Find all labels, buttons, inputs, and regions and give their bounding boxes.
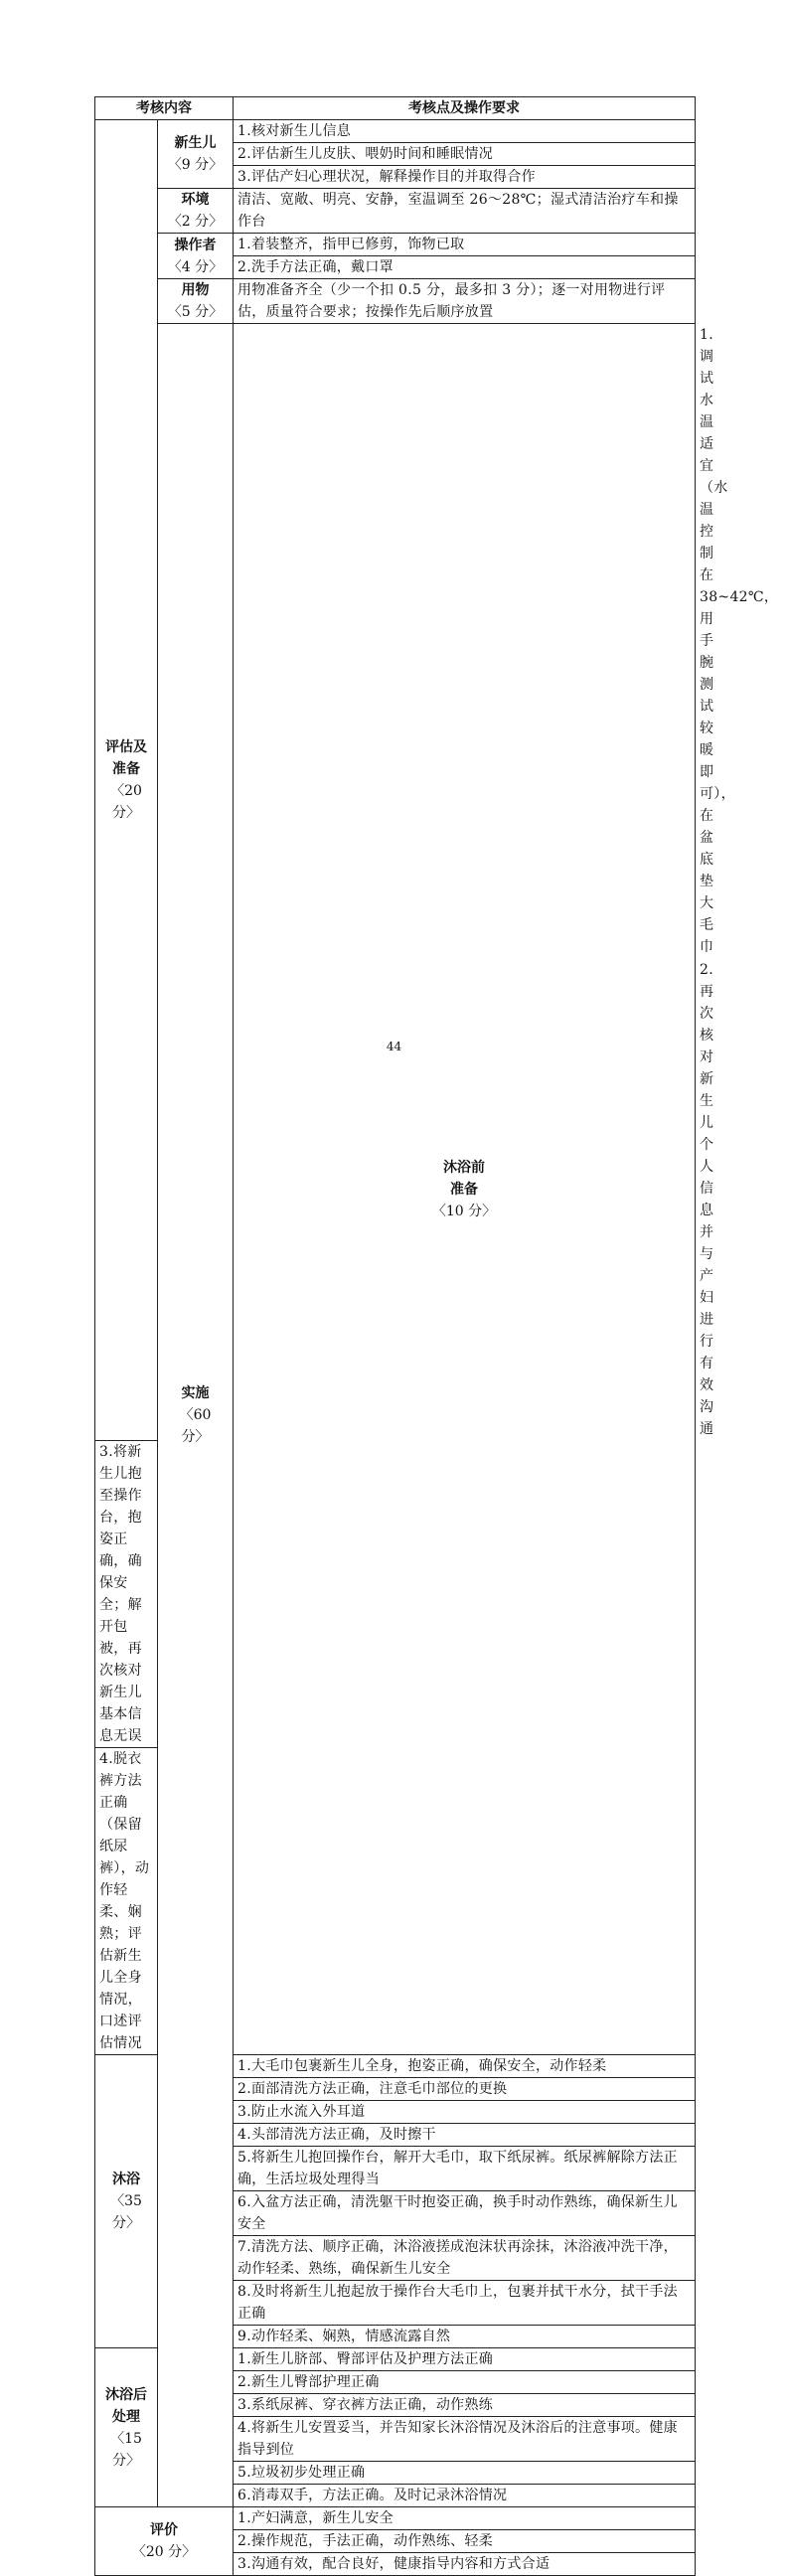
table-row [95,120,696,143]
list-item: 3.沟通有效，配合良好，健康指导内容和方式合适 [234,2553,696,2576]
list-item: 1.产妇满意，新生儿安全 [234,2507,696,2530]
sub-newborn: 新生儿 〈9 分〉 [158,120,234,189]
list-item: 2.评估新生儿皮肤、喂奶时间和睡眠情况 [234,143,696,166]
table-row [95,2507,696,2530]
list-item: 7.清洗方法、顺序正确，沐浴液搓成泡沫状再涂抹，沐浴液冲洗干净，动作轻柔、熟练，确保新生儿安全 [234,2236,696,2281]
table-row [95,279,696,324]
list-item: 4.头部清洗方法正确，及时擦干 [234,2124,696,2147]
list-item: 1.新生儿脐部、臀部评估及护理方法正确 [234,2348,696,2371]
list-item: 2.操作规范，手法正确，动作熟练、轻柔 [234,2530,696,2553]
table-row: 2.再次核对新生儿个人信息并与产妇进行有效沟通 [700,962,714,1437]
header-assessment-content: 考核内容 [95,97,234,120]
page-number: 44 [386,1040,402,1053]
sub-operator: 操作者 〈4 分〉 [158,234,234,279]
assessment-table [94,96,779,2576]
list-item: 6.入盆方法正确，清洗躯干时抱姿正确，换手时动作熟练，确保新生儿安全 [234,2191,696,2236]
sub-pre-bath-prep: 沐浴前 准备 〈10 分〉 [234,324,696,2055]
table-header-row [95,97,696,120]
list-item: 清洁、宽敞、明亮、安静，室温调至 26～28℃；湿式清洁治疗车和操作台 [234,189,696,234]
list-item: 4.脱衣裤方法正确（保留纸尿裤），动作轻柔、娴熟；评估新生儿全身情况，口述评估情况 [95,1748,158,2055]
list-item: 2.面部清洗方法正确，注意毛巾部位的更换 [234,2078,696,2101]
section-implementation: 实施 〈60 分〉 [158,324,234,2507]
list-item: 9.动作轻柔、娴熟，情感流露自然 [234,2326,696,2348]
list-item: 1.着装整齐，指甲已修剪，饰物已取 [234,234,696,256]
list-item: 5.将新生儿抱回操作台，解开大毛巾，取下纸尿裤。纸尿裤解除方法正确，生活垃圾处理得当 [234,2147,696,2191]
list-item: 1.核对新生儿信息 [234,120,696,143]
section-evaluation: 评价 〈20 分〉 [95,2507,234,2576]
sub-supplies: 用物 〈5 分〉 [158,279,234,324]
list-item: 用物准备齐全（少一个扣 0.5 分，最多扣 3 分）；逐一对用物进行评估，质量符合要求；按操作先后顺序放置 [234,279,696,324]
header-assessment-points: 考核点及操作要求 [234,97,696,120]
list-item: 8.及时将新生儿抱起放于操作台大毛巾上，包裹并拭干水分，拭干手法正确 [234,2281,696,2326]
list-item: 1.大毛巾包裹新生儿全身，抱姿正确，确保安全，动作轻柔 [234,2055,696,2078]
sub-bathing: 沐浴 〈35 分〉 [95,2055,158,2348]
list-item: 3.系纸尿裤、穿衣裤方法正确，动作熟练 [234,2394,696,2417]
sub-environment: 环境 〈2 分〉 [158,189,234,234]
table-row [95,189,696,234]
list-item: 3.将新生儿抱至操作台，抱姿正确，确保安全；解开包被，再次核对新生儿基本信息无误 [95,1441,158,1748]
list-item: 6.消毒双手，方法正确。及时记录沐浴情况 [234,2485,696,2507]
table-row: 实施 〈60 分〉 沐浴前 准备 〈10 分〉 1.调试水温适宜（水温控制在 38~42℃，用手腕测试较暖即可），在盆底垫大毛巾 [95,324,696,959]
list-item: 3.防止水流入外耳道 [234,2101,696,2124]
section-assessment-prep: 评估及 准备 〈20 分〉 [95,120,158,1441]
list-item: 2.洗手方法正确，戴口罩 [234,256,696,279]
list-item: 4.将新生儿安置妥当，并告知家长沐浴情况及沐浴后的注意事项。健康指导到位 [234,2417,696,2462]
sub-post-bath-care: 沐浴后 处理 〈15 分〉 [95,2348,158,2507]
list-item: 5.垃圾初步处理正确 [234,2462,696,2485]
list-item: 3.评估产妇心理状况，解释操作目的并取得合作 [234,166,696,189]
list-item: 2.新生儿臀部护理正确 [234,2371,696,2394]
table-row [95,234,696,256]
